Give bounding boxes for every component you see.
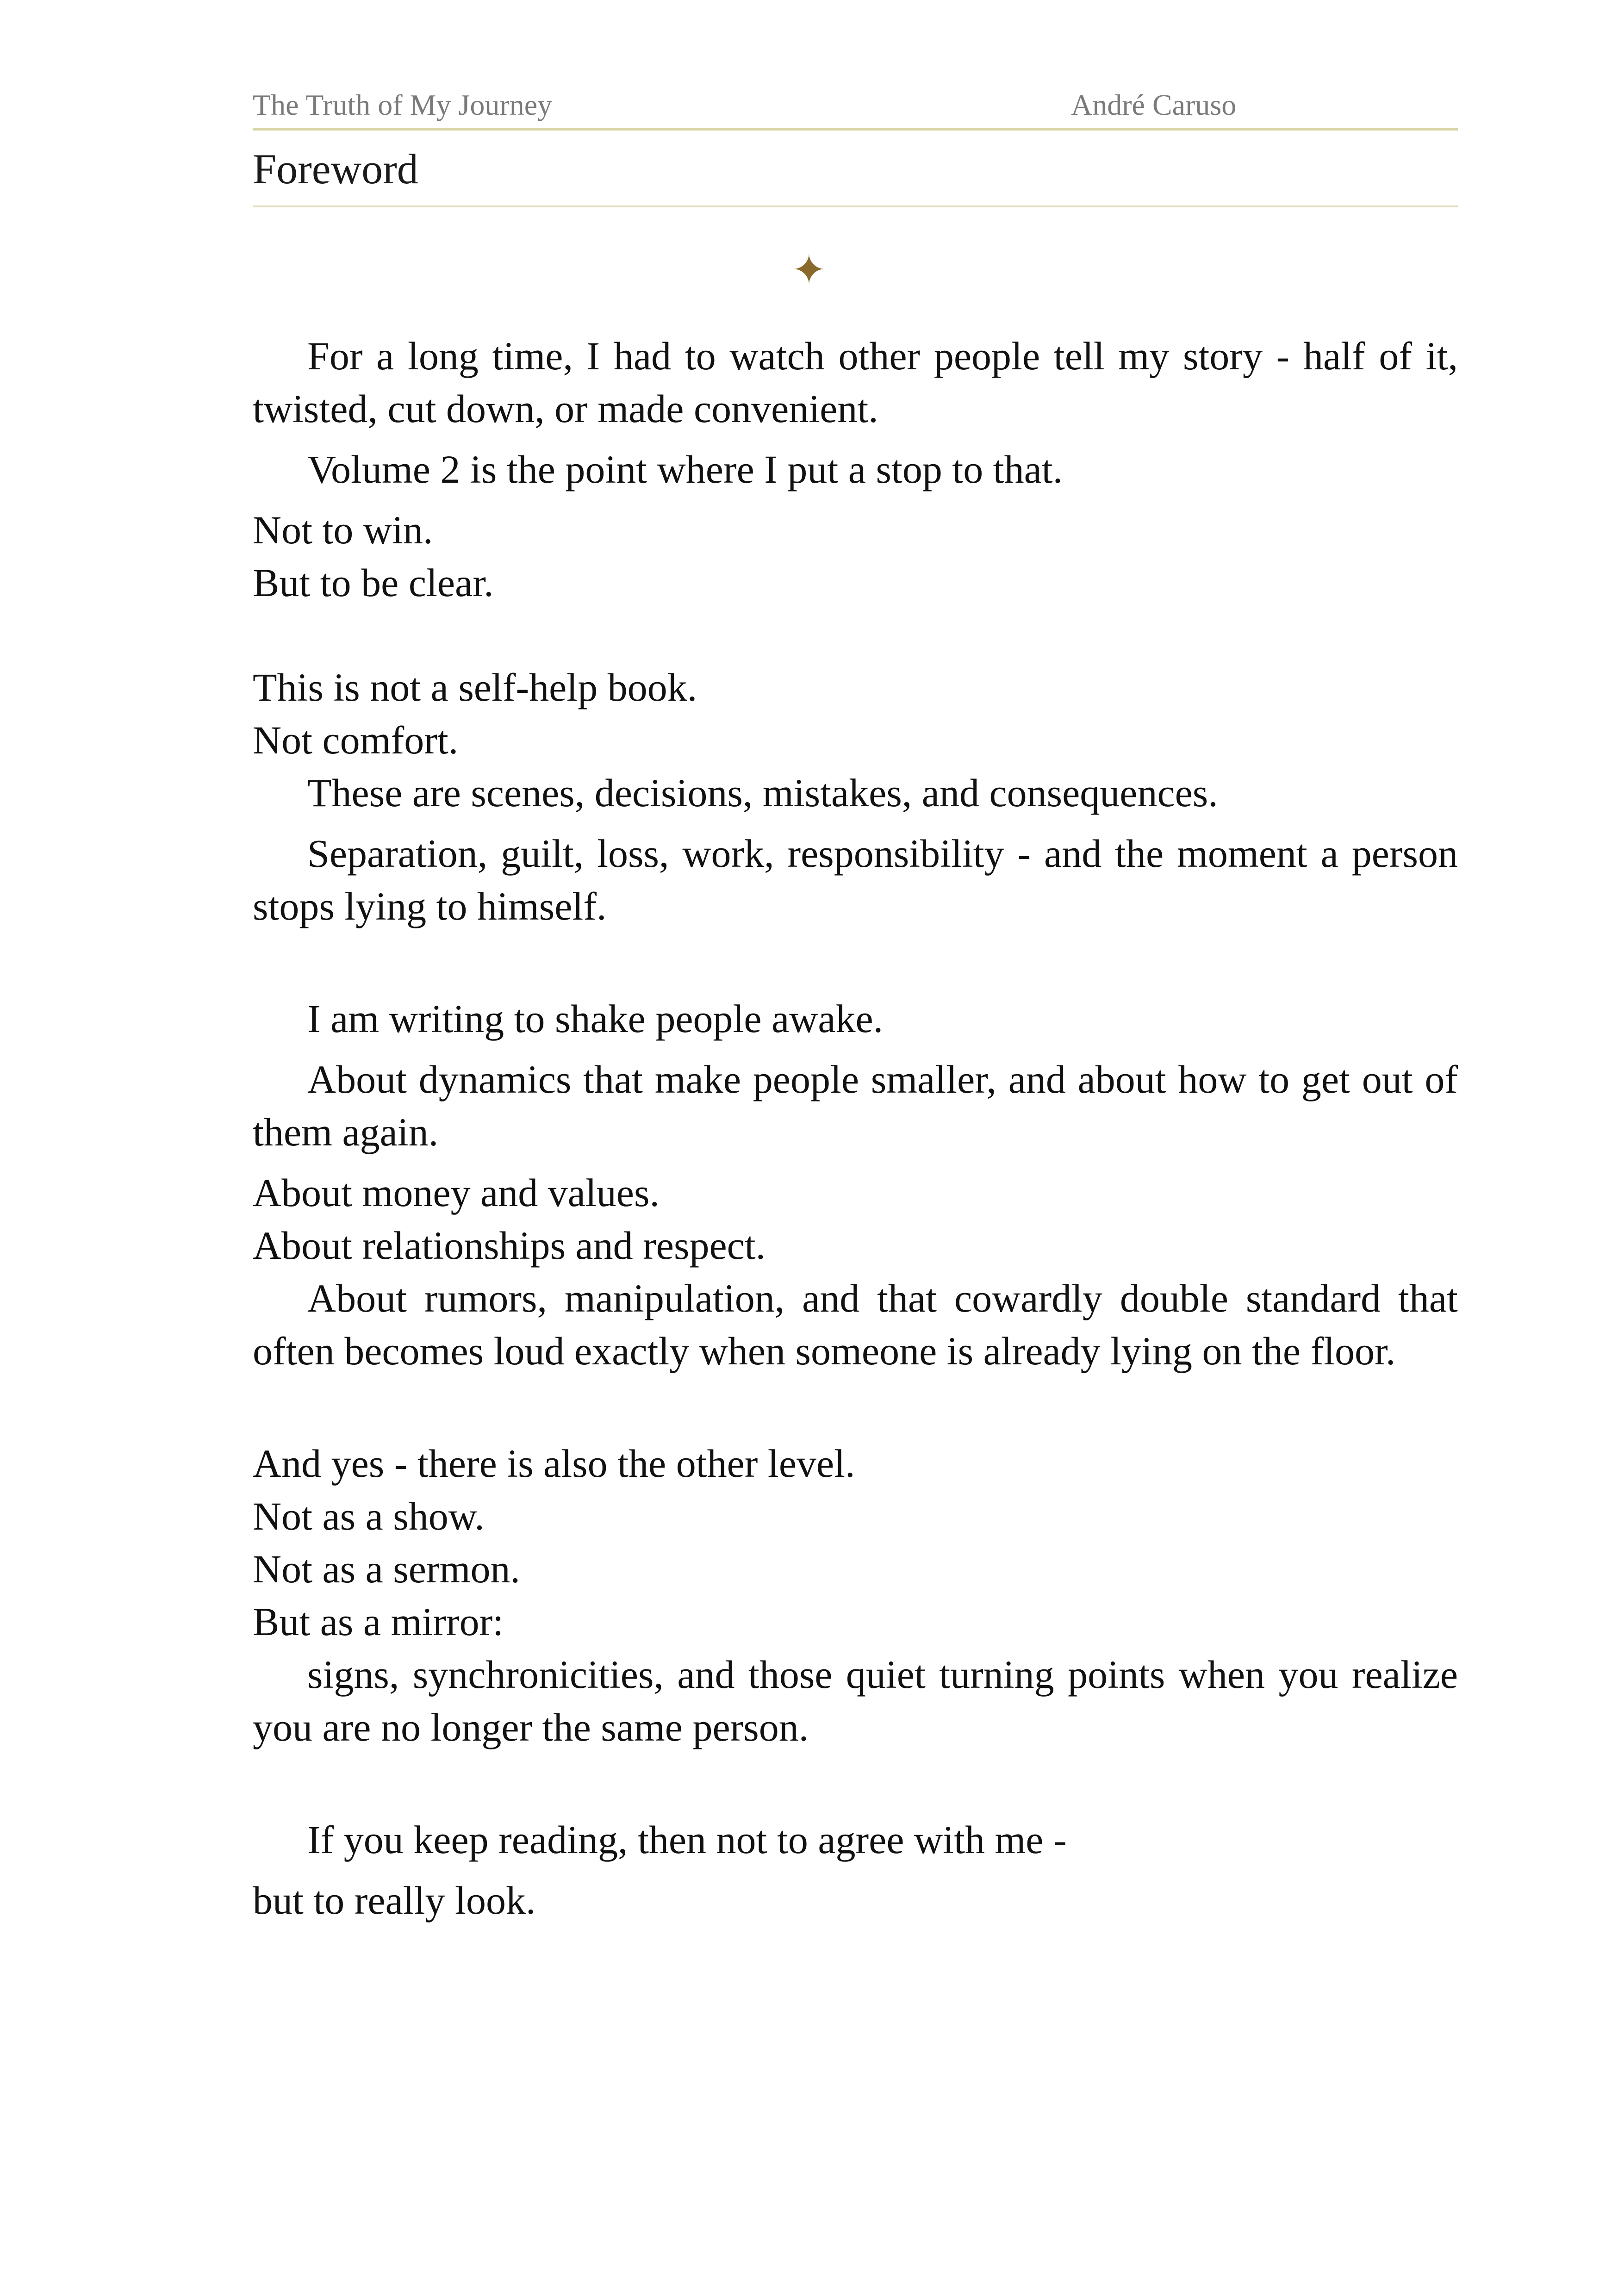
paragraph: About money and values. <box>253 1170 660 1215</box>
paragraph: Not to win. <box>253 508 433 552</box>
blank-line <box>253 1761 1458 1813</box>
blank-line <box>253 609 1458 661</box>
paragraph: For a long time, I had to watch other people tell my story - half of it, twisted, cut down, or made convenient. <box>253 334 1458 431</box>
paragraph: signs, synchronicities, and those quiet turning points when you realize you are no longer the same person. <box>253 1652 1458 1749</box>
paragraph: Not as a sermon. <box>253 1547 520 1591</box>
paragraph: About rumors, manipulation, and that cowardly double standard that often becomes loud exactly when someone is already lying on the floor. <box>253 1276 1458 1373</box>
author-name: André Caruso <box>1071 88 1237 121</box>
star-ornament-icon: ✦ <box>791 248 827 293</box>
paragraph: Volume 2 is the point where I put a stop to that. <box>307 447 1063 492</box>
blank-line <box>253 1385 1458 1437</box>
paragraph: But as a mirror: <box>253 1599 504 1644</box>
paragraph: I am writing to shake people awake. <box>307 996 884 1041</box>
running-header <box>253 88 1458 131</box>
paragraph: This is not a self-help book. <box>253 665 697 709</box>
chapter-title: Foreword <box>253 144 1458 207</box>
paragraph: About dynamics that make people smaller, and about how to get out of them again. <box>253 1057 1458 1154</box>
paragraph: Not comfort. <box>253 718 459 762</box>
body-text <box>253 330 1458 1935</box>
paragraph: but to really look. <box>253 1878 536 1923</box>
paragraph: But to be clear. <box>253 560 494 605</box>
paragraph: About relationships and respect. <box>253 1223 766 1268</box>
paragraph: Not as a show. <box>253 1494 485 1538</box>
paragraph: These are scenes, decisions, mistakes, and consequences. <box>307 771 1218 815</box>
paragraph: If you keep reading, then not to agree with me - <box>307 1817 1067 1862</box>
blank-line <box>253 940 1458 992</box>
paragraph: And yes - there is also the other level. <box>253 1441 855 1486</box>
book-title: The Truth of My Journey <box>253 88 553 121</box>
paragraph: Separation, guilt, loss, work, responsibility - and the moment a person stops lying to himself. <box>253 831 1458 928</box>
